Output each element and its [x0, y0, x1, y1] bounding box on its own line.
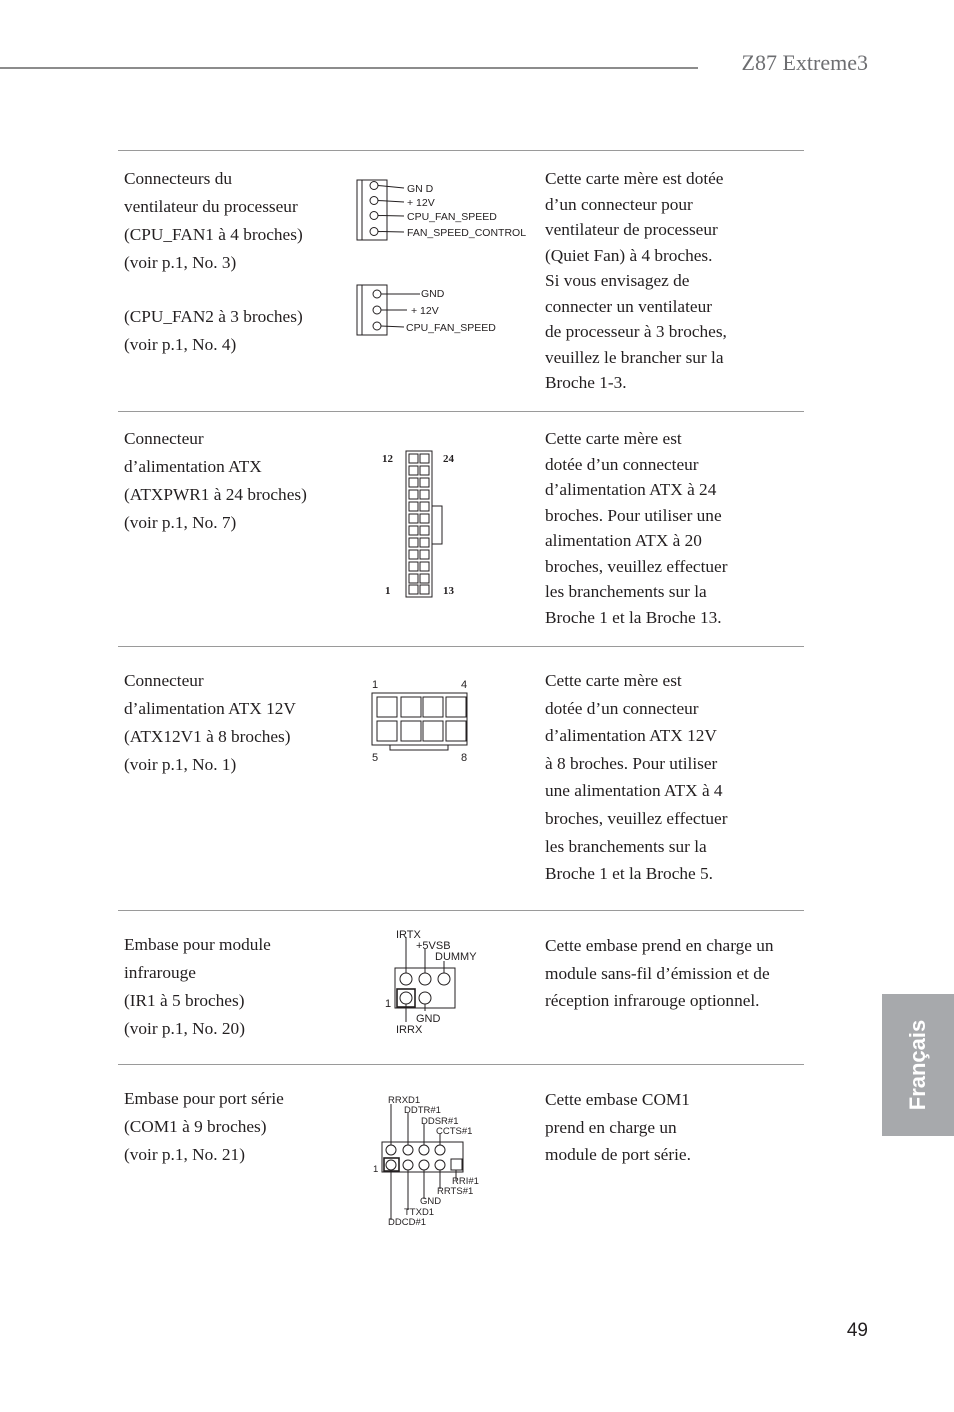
infrared-header-diagram [380, 925, 490, 1040]
pin-label: 12 [382, 453, 393, 465]
language-tab [882, 994, 954, 1136]
pin-label: DDSR#1 [421, 1116, 459, 1127]
pin-label: CPU_FAN_SPEED [406, 322, 496, 334]
infrared-description: Cette embase prend en charge un module sans-fil d’émission et de réception infrarouge optionnel. [545, 936, 774, 1011]
pin-label: 5 [372, 752, 379, 764]
atx12v-8pin-diagram [362, 676, 482, 771]
pin-label: 1 [373, 1164, 379, 1175]
pin-label: +5VSB [416, 940, 451, 952]
pin-label: 1 [385, 998, 392, 1010]
section-divider [118, 1064, 804, 1065]
pin-label: 8 [461, 752, 468, 764]
serial-port-name: Embase pour port série (COM1 à 9 broches) (voir p.1, No. 21) [124, 1089, 284, 1164]
pin-label: GND [420, 1196, 442, 1207]
pin-label: DUMMY [435, 951, 477, 963]
pin-label: GND [416, 1013, 441, 1025]
cpu-fan-description: Cette carte mère est dotée d’un connecteur pour ventilateur de processeur (Quiet Fan) à 4 broches. Si vous envisagez de connecter un ventilateur de processeur à 3 broches, veuillez le brancher sur la Broche 1-3. [545, 169, 727, 392]
cpu-fan-name: Connecteurs du ventilateur du processeur (CPU_FAN1 à 4 broches) (voir p.1, No. 3) (CPU_FAN2 à 3 broches) (voir p.1, No. 4) [124, 169, 303, 354]
pin-label: 1 [372, 679, 379, 691]
pin-label: + 12V [411, 305, 439, 317]
atx-24pin-diagram [370, 448, 480, 603]
atx-power-name: Connecteur d’alimentation ATX (ATXPWR1 à 24 broches) (voir p.1, No. 7) [124, 429, 307, 532]
pin-label: 13 [443, 585, 454, 597]
pin-label: GN D [407, 183, 434, 195]
serial-port-description: Cette embase COM1 prend en charge un module de port série. [545, 1090, 691, 1165]
pin-label: CPU_FAN_SPEED [407, 211, 497, 223]
pin-label: RRTS#1 [437, 1186, 474, 1197]
serial-port-diagram [370, 1092, 490, 1232]
page-title: Z87 Extreme3 [741, 50, 868, 75]
pin-label: 24 [443, 453, 454, 465]
pin-label: DDTR#1 [404, 1105, 441, 1116]
header-rule [0, 67, 698, 69]
pin-label: TTXD1 [404, 1207, 435, 1218]
atx12v-name: Connecteur d’alimentation ATX 12V (ATX12V1 à 8 broches) (voir p.1, No. 1) [124, 671, 296, 774]
pin-label: RRI#1 [452, 1176, 479, 1187]
page-number: 49 [846, 1320, 868, 1341]
infrared-name: Embase pour module infrarouge (IR1 à 5 broches) (voir p.1, No. 20) [124, 935, 271, 1038]
pin-label: FAN_SPEED_CONTROL [407, 227, 527, 239]
section-divider [118, 910, 804, 911]
pin-label: CCTS#1 [436, 1126, 473, 1137]
atx-power-description: Cette carte mère est dotée d’un connecteur d’alimentation ATX à 24 broches. Pour utiliser une alimentation ATX à 20 broches, veuillez effectuer les branchements sur la Broche 1 et la Broche 13. [545, 429, 728, 627]
pin-label: IRTX [396, 929, 421, 941]
pin-label: 4 [461, 679, 468, 691]
pin-label: 1 [385, 585, 391, 597]
pin-label: DDCD#1 [388, 1217, 427, 1228]
section-divider [118, 646, 804, 647]
pin-label: IRRX [396, 1024, 423, 1036]
pin-label: + 12V [407, 197, 435, 209]
atx12v-description: Cette carte mère est dotée d’un connecteur d’alimentation ATX 12V à 8 broches. Pour utiliser une alimentation ATX à 4 broches, veuillez effectuer les branchements sur la Broche 1 et la Broche 5. [545, 671, 728, 884]
pin-label: GND [421, 288, 445, 300]
pin-label: RRXD1 [388, 1095, 421, 1106]
section-divider [118, 150, 804, 151]
cpu-fan-diagram [352, 175, 542, 345]
section-divider [118, 411, 804, 412]
language-tab-label: Français [905, 1019, 930, 1111]
